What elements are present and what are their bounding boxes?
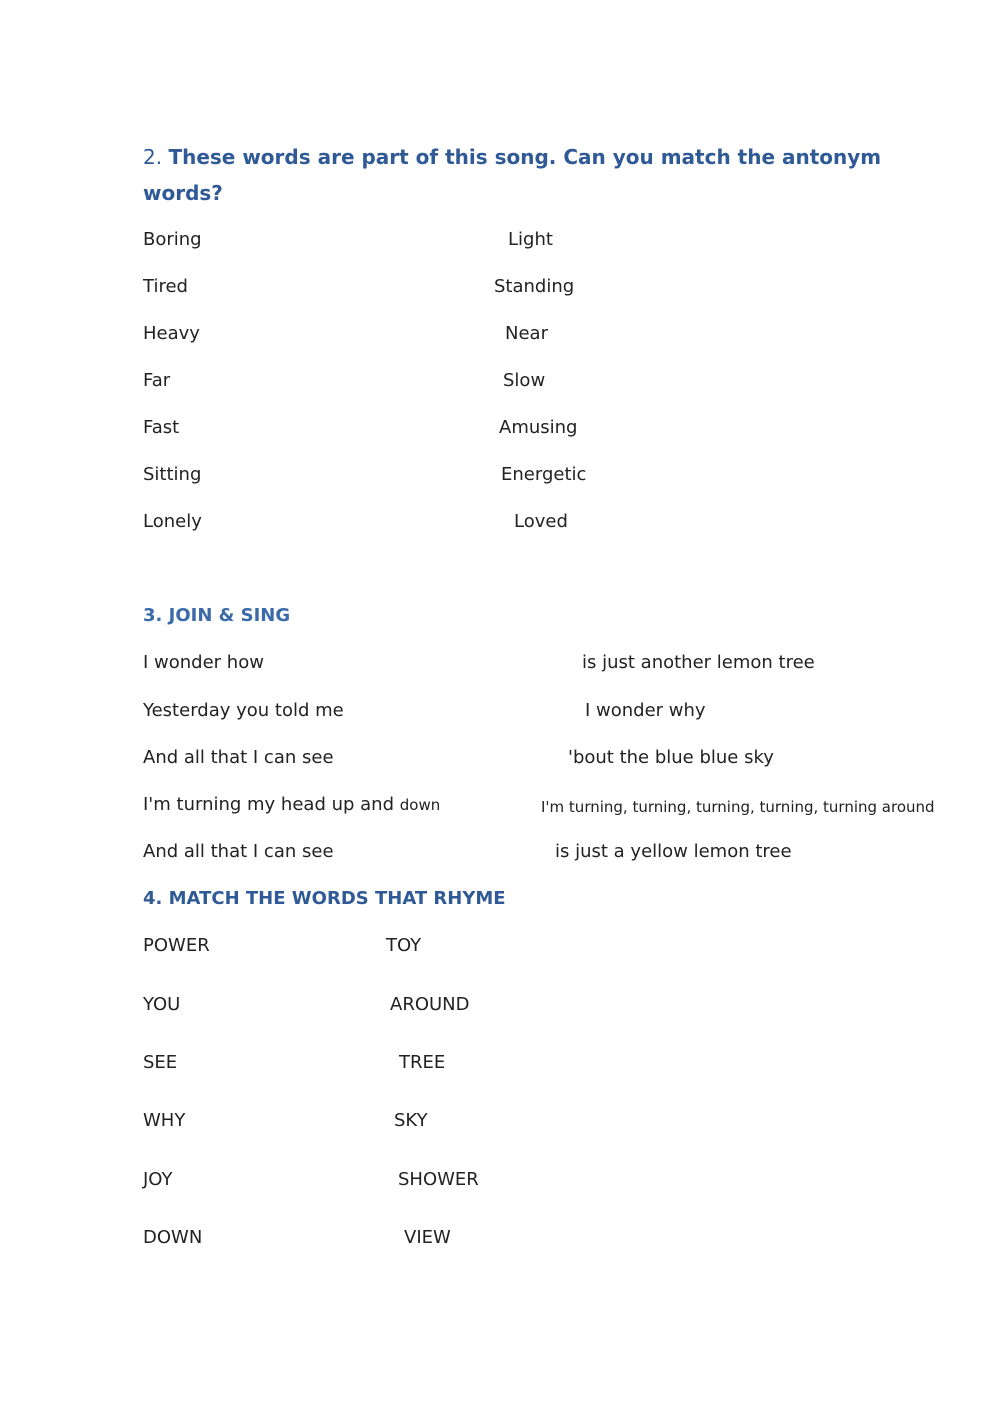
antonym-left-word: Tired <box>143 276 188 297</box>
antonym-left-word: Boring <box>143 229 202 250</box>
section-4-heading: 4. MATCH THE WORDS THAT RHYME <box>143 888 506 909</box>
antonym-right-word: Standing <box>494 276 575 297</box>
antonym-right-word: Near <box>505 323 548 344</box>
antonym-right-word: Light <box>508 229 553 250</box>
rhyme-right-word: AROUND <box>390 994 470 1015</box>
lyric-left-line-small: down <box>399 796 441 814</box>
lyric-right-line: is just another lemon tree <box>582 652 815 673</box>
rhyme-left-word: YOU <box>143 994 181 1015</box>
antonym-left-word: Sitting <box>143 464 202 485</box>
antonym-right-word: Amusing <box>499 417 578 438</box>
lyric-right-line: I'm turning, turning, turning, turning, turning around <box>541 798 935 816</box>
lyric-left-line: Yesterday you told me <box>143 700 344 721</box>
section-3-heading: 3. JOIN & SING <box>143 605 291 626</box>
rhyme-left-word: POWER <box>143 935 210 956</box>
rhyme-left-word: JOY <box>143 1169 173 1190</box>
lyric-left-line <box>143 794 440 816</box>
section-2-title <box>143 139 923 211</box>
antonym-right-word: Loved <box>514 511 568 532</box>
lyric-left-line-main: I'm turning my head up and <box>143 794 395 815</box>
rhyme-right-word: TREE <box>399 1052 446 1073</box>
lyric-right-line: is just a yellow lemon tree <box>555 841 792 862</box>
rhyme-right-word: SHOWER <box>398 1169 479 1190</box>
lyric-right-line: 'bout the blue blue sky <box>568 747 774 768</box>
antonym-left-word: Far <box>143 370 171 391</box>
antonym-left-word: Lonely <box>143 511 202 532</box>
antonym-left-word: Heavy <box>143 323 200 344</box>
rhyme-right-word: VIEW <box>404 1227 451 1248</box>
antonym-left-word: Fast <box>143 417 180 438</box>
rhyme-right-word: SKY <box>394 1110 428 1131</box>
antonym-right-word: Slow <box>503 370 546 391</box>
rhyme-left-word: DOWN <box>143 1227 203 1248</box>
rhyme-right-word: TOY <box>386 935 422 956</box>
lyric-left-line: And all that I can see <box>143 747 334 768</box>
section-2-number: 2. <box>143 145 163 169</box>
section-2-question: These words are part of this song. Can you match the antonym words? <box>143 145 882 205</box>
lyric-left-line: And all that I can see <box>143 841 334 862</box>
rhyme-left-word: WHY <box>143 1110 186 1131</box>
rhyme-left-word: SEE <box>143 1052 178 1073</box>
antonym-right-word: Energetic <box>501 464 587 485</box>
lyric-right-line: I wonder why <box>585 700 706 721</box>
lyric-left-line: I wonder how <box>143 652 264 673</box>
